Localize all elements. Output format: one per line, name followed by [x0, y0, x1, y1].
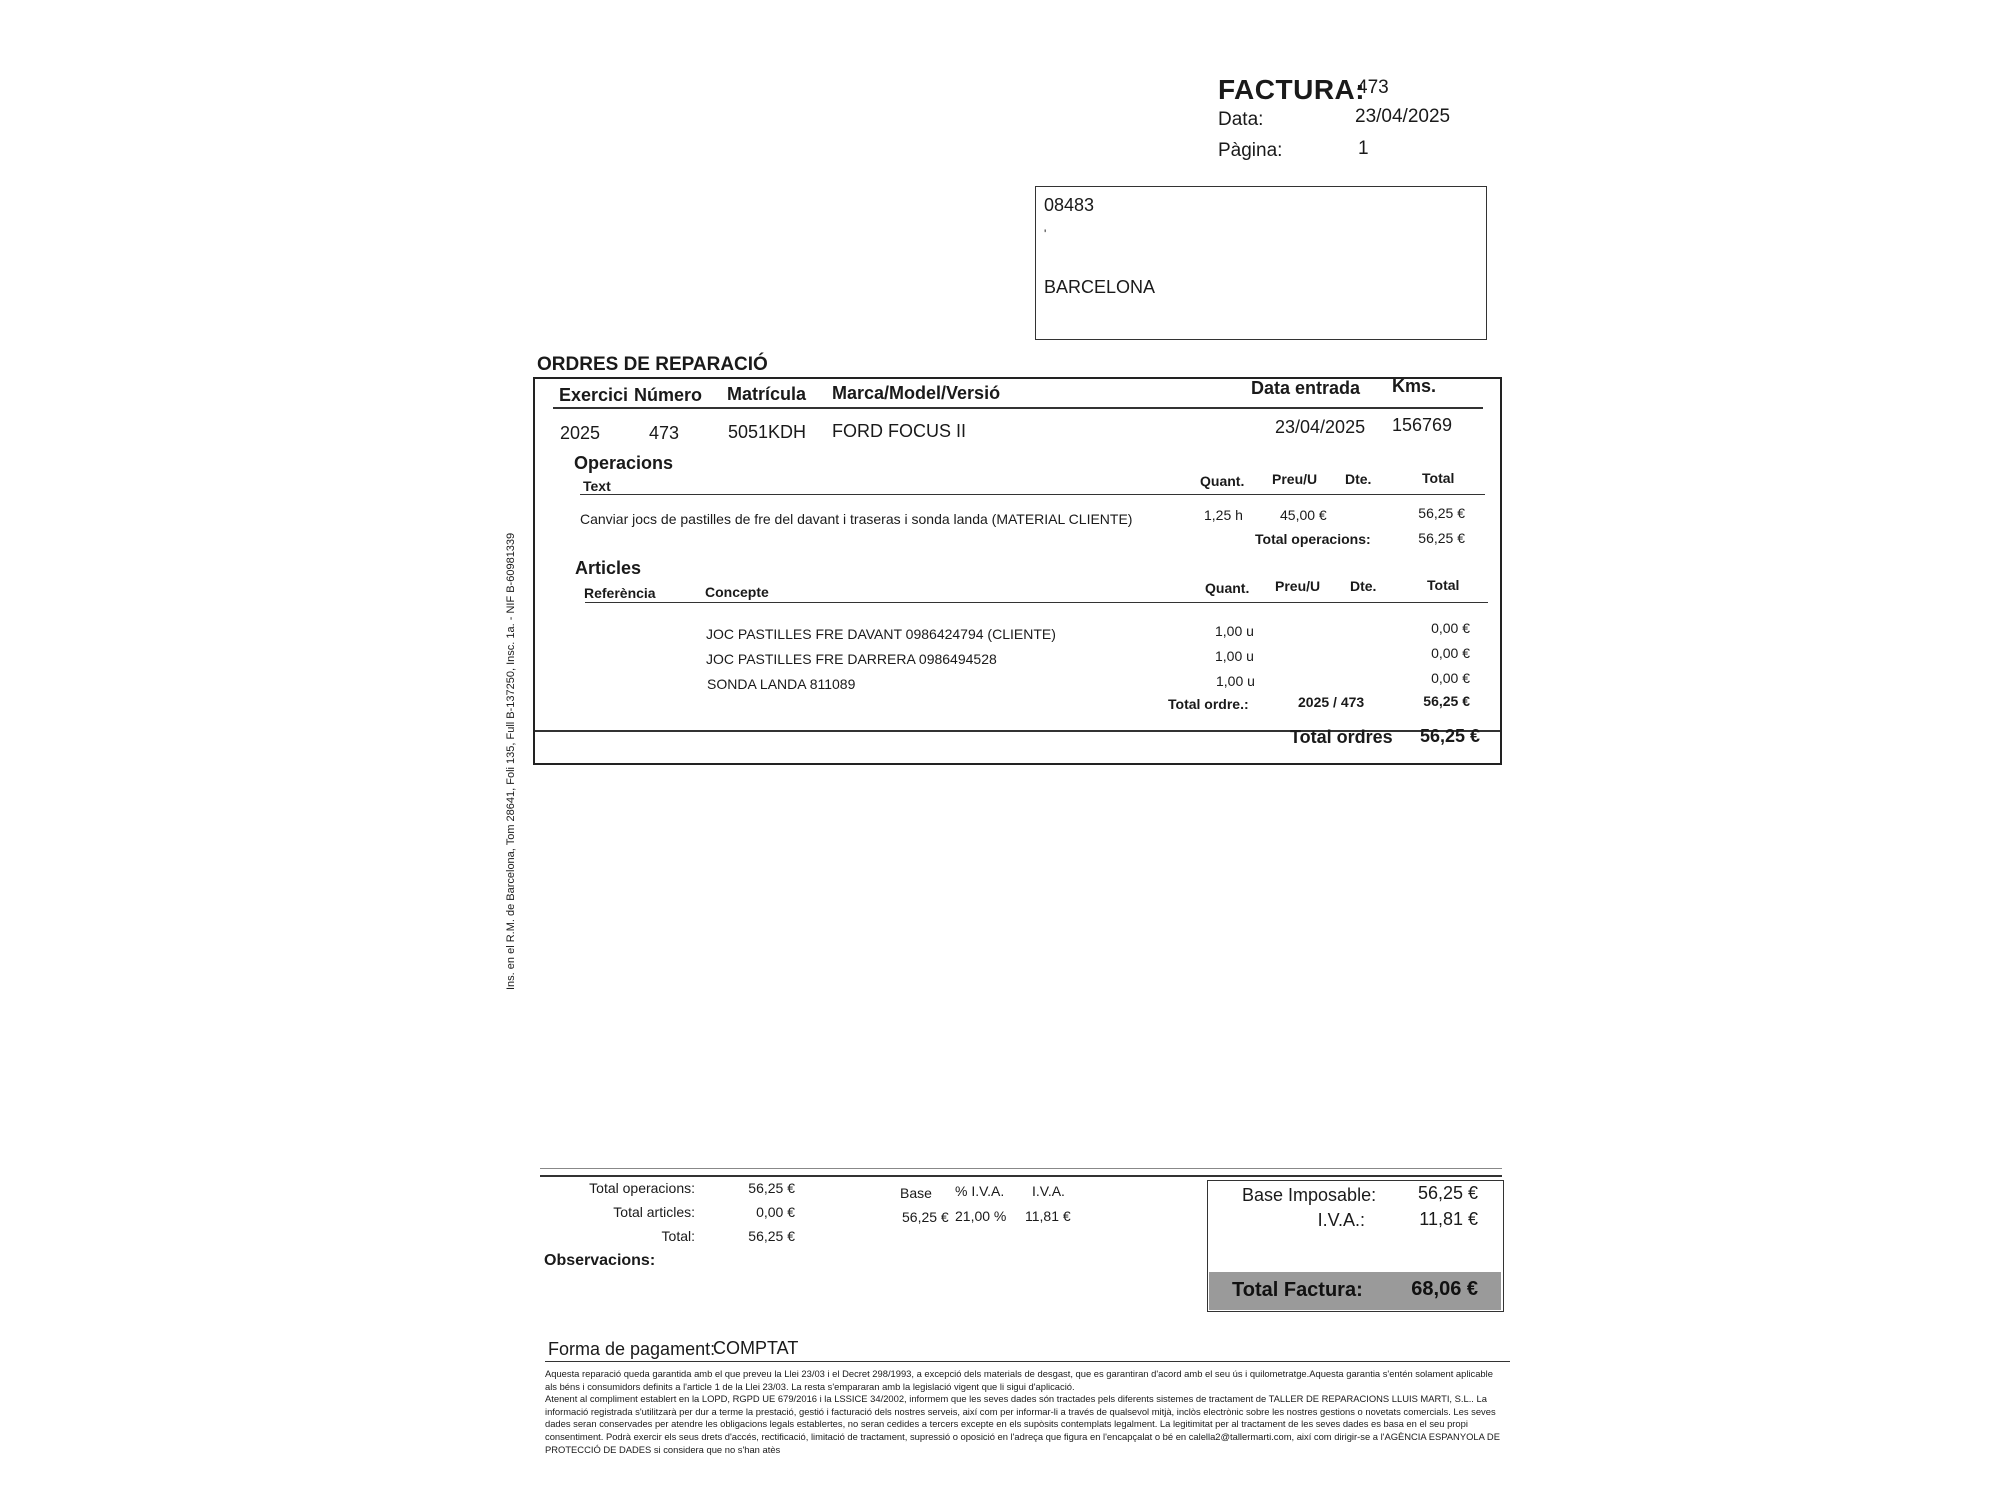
- total-factura-value: 68,06 €: [1411, 1278, 1478, 1300]
- legal-privacy: Atenent al compliment establert en la LOPD, RGPD UE 679/2016 i la LSSICE 34/2002, informem que les seves dades són tractades pels diferents sistemes de tractament de TALLER DE REPARACIONS LLUIS MARTI, S.L.. La informació registrada s'utilitzarà per dur a terme la prestació, gestió i facturació dels nostres serveis, així com per informar-li a través de qualsevol mitjà, inclòs electrònic sobre les nostres gestions o novetats comercials. Les seves dades seran conservades per atendre les obligacions legals establertes, no seran cedides a tercers excepte en els supòsits contemplats legalment. La legitimitat per al tractament de les seves dades es basa en el seu propi consentiment. Podrà exercir els seus drets d'accés, rectificació, limitació de tractament, supressió o oposició en l'adreça que figura en l'encapçalat o bé en calella2@tallermarti.com, així com dirigir-se a l'AGÈNCIA ESPANYOLA DE PROTECCIÓ DE DADES si considera que no s'han atès: [545, 1393, 1500, 1455]
- summary-divider-top: [540, 1168, 1502, 1169]
- address-postcode: 08483: [1044, 195, 1095, 215]
- operation-quant: 1,25 h: [1204, 507, 1243, 523]
- payment-label: Forma de pagament:: [548, 1339, 716, 1359]
- operations-title: Operacions: [574, 453, 674, 473]
- tax-row-iva: 11,81 €: [1025, 1208, 1071, 1224]
- article-concepte: JOC PASTILLES FRE DAVANT 0986424794 (CLIENTE): [706, 626, 1056, 642]
- summary-total-value: 56,25 €: [748, 1228, 795, 1244]
- article-quant: 1,00 u: [1216, 673, 1255, 689]
- total-ordres-label: Total ordres: [1290, 727, 1393, 747]
- base-imposable-value: 56,25 €: [1417, 1183, 1478, 1203]
- divider: [580, 494, 1485, 495]
- operations-total-value: 56,25 €: [1418, 530, 1465, 546]
- row-data-entrada: 23/04/2025: [1275, 417, 1366, 437]
- page-label: Pàgina:: [1218, 140, 1283, 161]
- total-ordre-value: 56,25 €: [1423, 693, 1470, 709]
- row-exercici: 2025: [560, 423, 601, 443]
- payment-value: COMPTAT: [713, 1338, 799, 1358]
- article-total: 0,00 €: [1431, 620, 1470, 636]
- summary-operacions-label: Total operacions:: [589, 1180, 695, 1196]
- date-label: Data:: [1218, 109, 1264, 130]
- op-col-dte: Dte.: [1345, 471, 1372, 487]
- summary-operacions-value: 56,25 €: [748, 1180, 795, 1196]
- col-data-entrada: Data entrada: [1251, 378, 1361, 398]
- page-number: 1: [1358, 138, 1369, 159]
- op-col-preu: Preu/U: [1272, 471, 1318, 487]
- observacions-label: Observacions:: [544, 1252, 656, 1269]
- address-city: BARCELONA: [1044, 277, 1156, 297]
- legal-warranty: Aquesta reparació queda garantida amb el que preveu la Llei 23/03 i el Decret 298/1993, a excepció dels materials de desgast, que es garantiran d'acord amb el seu ús i quilometratge.Aquesta garantia s'entén solament aplicable als béns i consumidors definits a l'article 1 de la Llei 23/03. La resta s'empararan amb la legislació vigent que li sigui d'aplicació.: [545, 1368, 1493, 1392]
- article-concepte: JOC PASTILLES FRE DARRERA 0986494528: [706, 651, 997, 667]
- tax-col-base: Base: [900, 1185, 932, 1201]
- tax-row-pct: 21,00 %: [955, 1208, 1007, 1224]
- summary-articles-label: Total articles:: [613, 1204, 695, 1220]
- total-factura-label: Total Factura:: [1232, 1279, 1363, 1301]
- row-numero: 473: [649, 423, 680, 443]
- col-kms: Kms.: [1392, 376, 1437, 396]
- base-imposable-label: Base Imposable:: [1242, 1185, 1377, 1205]
- address-mark: ': [1044, 227, 1047, 241]
- col-matricula: Matrícula: [727, 384, 807, 404]
- art-col-concepte: Concepte: [705, 584, 769, 600]
- legal-text: [545, 1368, 1505, 1456]
- row-marca: FORD FOCUS II: [832, 421, 966, 441]
- articles-title: Articles: [575, 558, 642, 578]
- tax-col-pct: % I.V.A.: [955, 1183, 1005, 1199]
- article-total: 0,00 €: [1431, 670, 1470, 686]
- op-col-quant: Quant.: [1200, 473, 1245, 489]
- operation-text: Canviar jocs de pastilles de fre del davant i traseras i sonda landa (MATERIAL CLIENTE): [580, 511, 1133, 527]
- art-col-ref: Referència: [584, 585, 656, 601]
- article-quant: 1,00 u: [1215, 648, 1254, 664]
- total-ordre-label: Total ordre.:: [1168, 696, 1249, 712]
- row-matricula: 5051KDH: [728, 422, 807, 442]
- row-kms: 156769: [1392, 415, 1453, 435]
- article-concepte: SONDA LANDA 811089: [707, 676, 856, 692]
- invoice-title: FACTURA:: [1218, 74, 1366, 105]
- operation-preu: 45,00 €: [1280, 507, 1327, 523]
- orders-title: ORDRES DE REPARACIÓ: [537, 354, 768, 375]
- total-ordres-value: 56,25 €: [1419, 726, 1480, 746]
- op-col-text: Text: [583, 478, 611, 494]
- art-col-preu: Preu/U: [1275, 578, 1321, 594]
- summary-divider: [540, 1175, 1502, 1177]
- summary-articles-value: 0,00 €: [756, 1204, 795, 1220]
- art-col-total: Total: [1427, 577, 1460, 593]
- total-ordre-ref: 2025 / 473: [1298, 694, 1365, 710]
- col-exercici: Exercici: [559, 385, 629, 405]
- invoice-number: 473: [1357, 77, 1389, 98]
- art-col-dte: Dte.: [1350, 578, 1377, 594]
- article-quant: 1,00 u: [1215, 623, 1254, 639]
- divider: [553, 407, 1483, 409]
- tax-row-base: 56,25 €: [902, 1209, 949, 1225]
- op-col-total: Total: [1422, 470, 1455, 486]
- col-marca: Marca/Model/Versió: [832, 383, 1001, 403]
- art-col-quant: Quant.: [1205, 580, 1250, 596]
- divider: [585, 602, 1488, 603]
- address-box: [1035, 186, 1487, 340]
- article-total: 0,00 €: [1431, 645, 1470, 661]
- operation-total: 56,25 €: [1418, 505, 1465, 521]
- tax-col-iva: I.V.A.: [1032, 1183, 1065, 1199]
- iva-value: 11,81 €: [1419, 1209, 1478, 1229]
- operations-total-label: Total operacions:: [1255, 531, 1371, 547]
- summary-total-label: Total:: [661, 1228, 695, 1244]
- invoice-date: 23/04/2025: [1355, 106, 1451, 127]
- col-numero: Número: [634, 385, 703, 405]
- payment-divider: [545, 1361, 1510, 1362]
- registry-text: Ins. en el R.M. de Barcelona, Tom 28641, Foli 135, Full B-137250, Insc. 1a. - NIF B-60981339: [505, 532, 517, 990]
- iva-label: I.V.A.:: [1317, 1210, 1365, 1230]
